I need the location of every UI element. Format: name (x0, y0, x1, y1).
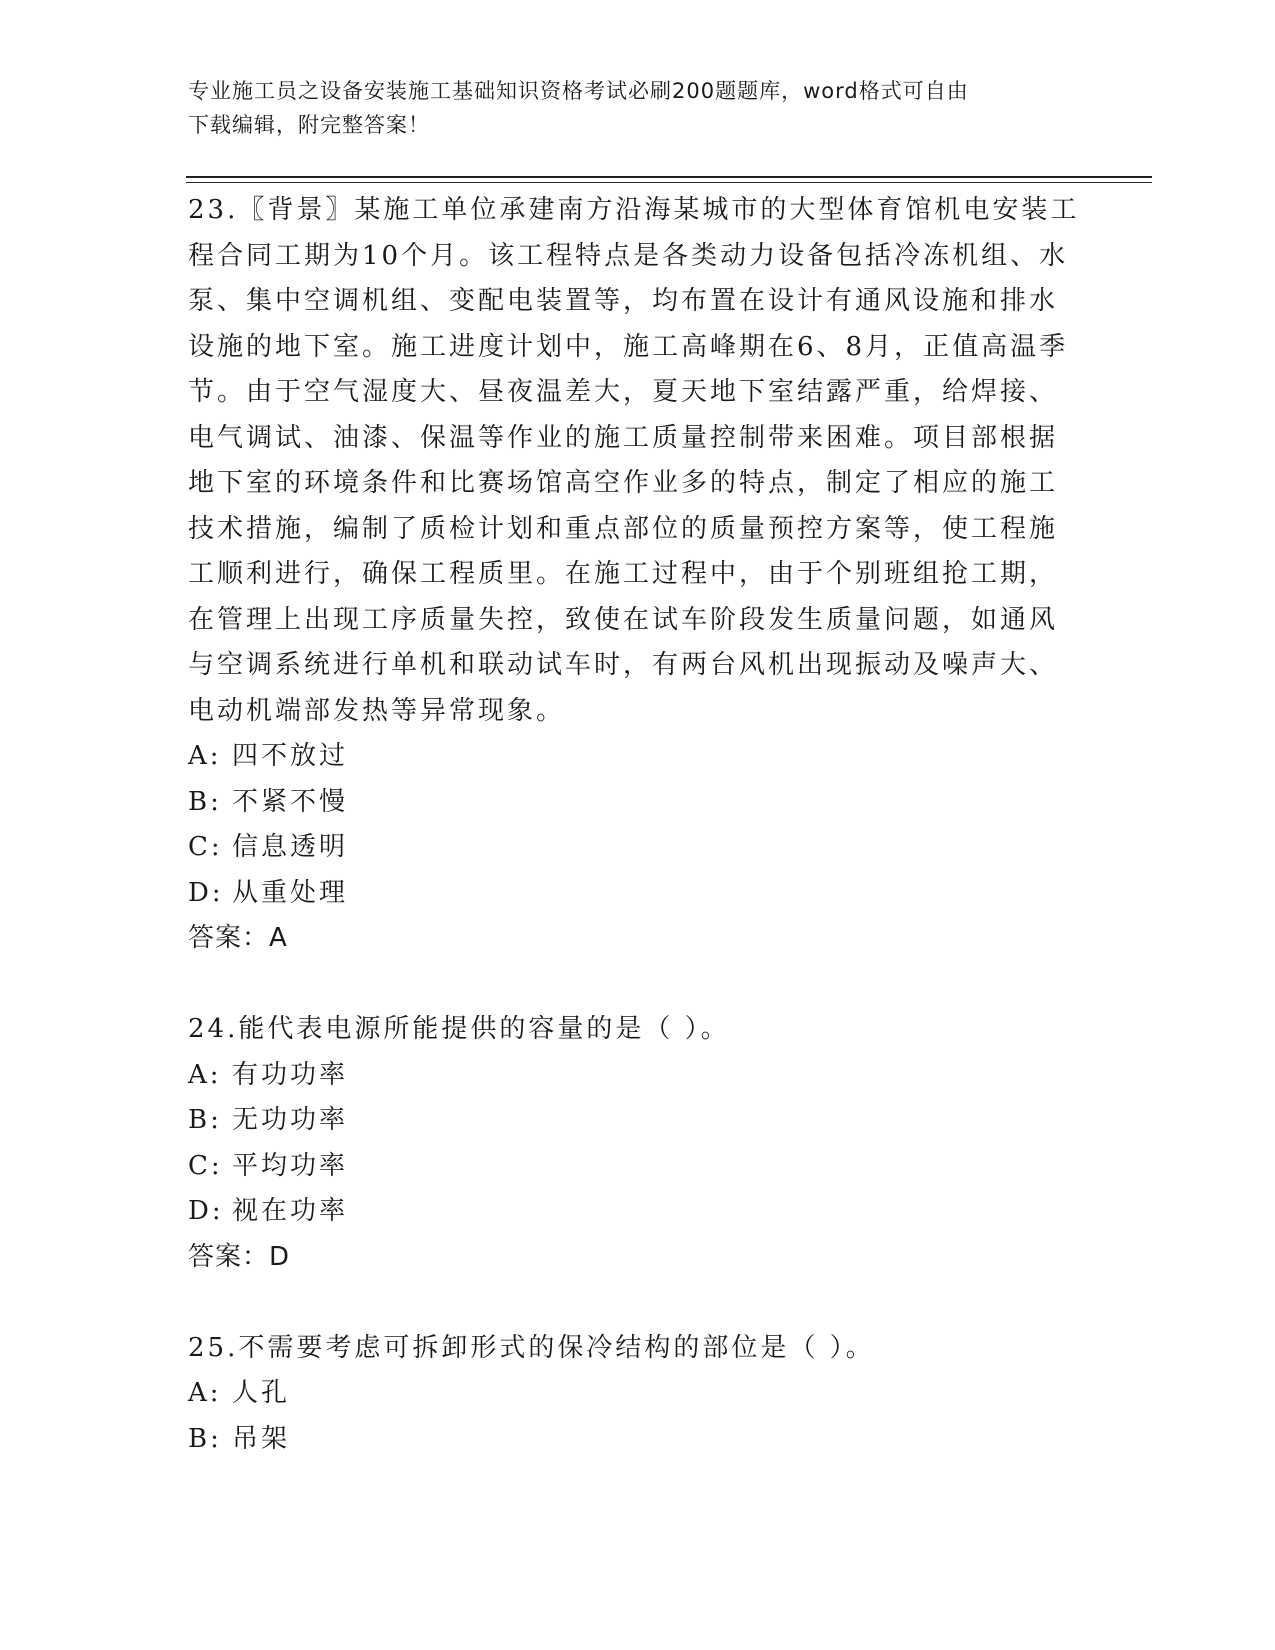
option-text: 四不放过 (232, 741, 349, 771)
question-stem-line: 25.不需要考虑可拆卸形式的保冷结构的部位是（ ）。 (188, 1332, 875, 1363)
question-25 (188, 1326, 1088, 1463)
question-stem-line: 技术措施，编制了质检计划和重点部位的质量预控方案等，使工程施 (188, 513, 1059, 544)
question-23 (188, 188, 1088, 962)
option-b (188, 1098, 1088, 1144)
header-divider-thick (186, 176, 1152, 178)
option-c (188, 825, 1088, 871)
question-stem-line: 工顺利进行，确保工程质里。在施工过程中，由于个别班组抢工期， (188, 559, 1059, 589)
question-gap (188, 1280, 1088, 1326)
option-b (188, 780, 1088, 826)
question-gap (188, 962, 1088, 1008)
option-c (188, 1144, 1088, 1190)
option-label: A: (188, 741, 222, 771)
option-text: 从重处理 (232, 877, 349, 908)
question-stem-line: 节。由于空气湿度大、昼夜温差大，夏天地下室结露严重，给焊接、 (188, 377, 1059, 407)
question-stem-line: 23.〖背景〗某施工单位承建南方沿海某城市的大型体育馆机电安装工 (188, 195, 1080, 225)
option-text: 平均功率 (232, 1150, 349, 1181)
option-label: D: (188, 877, 224, 908)
question-stem-line: 电动机端部发热等异常现象。 (188, 695, 566, 726)
option-label: A: (188, 1378, 222, 1408)
option-a (188, 1371, 1088, 1417)
option-d (188, 1189, 1088, 1235)
option-d (188, 871, 1088, 917)
question-stem-line: 24.能代表电源所能提供的容量的是（ ）。 (188, 1014, 730, 1044)
question-stem-line: 程合同工期为10个月。该工程特点是各类动力设备包括冷冻机组、水 (188, 240, 1069, 271)
option-label: D: (188, 1196, 224, 1226)
document-header (188, 74, 1068, 142)
header-line-1: 专业施工员之设备安装施工基础知识资格考试必刷200题题库，word格式可自由 (188, 79, 969, 103)
question-stem-line: 泵、集中空调机组、变配电装置等，均布置在设计有通风设施和排水 (188, 286, 1059, 316)
option-b (188, 1417, 1088, 1463)
option-text: 人孔 (232, 1378, 291, 1408)
answer: 答案：A (188, 923, 288, 953)
option-text: 视在功率 (232, 1196, 349, 1226)
option-label: B: (188, 1105, 222, 1135)
option-label: C: (188, 1150, 223, 1181)
header-divider-thin (186, 182, 1152, 183)
question-24 (188, 1007, 1088, 1280)
question-stem-line: 电气调试、油漆、保温等作业的施工质量控制带来困难。项目部根据 (188, 422, 1059, 453)
question-stem-line: 设施的地下室。施工进度计划中，施工高峰期在6、8月，正值高温季 (188, 331, 1069, 362)
question-stem-line: 与空调系统进行单机和联动试车时，有两台风机出现振动及噪声大、 (188, 650, 1059, 680)
option-a (188, 734, 1088, 780)
option-text: 有功功率 (232, 1059, 349, 1090)
option-label: A: (188, 1059, 222, 1090)
answer: 答案：D (188, 1241, 291, 1272)
header-line-2: 下载编辑，附完整答案！ (188, 113, 430, 137)
question-stem-line: 在管理上出现工序质量失控，致使在试车阶段发生质量问题，如通风 (188, 604, 1059, 635)
option-text: 无功功率 (232, 1105, 349, 1135)
question-stem-line: 地下室的环境条件和比赛场馆高空作业多的特点，制定了相应的施工 (188, 468, 1059, 498)
option-text: 不紧不慢 (232, 786, 349, 817)
option-label: B: (188, 786, 222, 817)
option-label: B: (188, 1423, 222, 1454)
option-label: C: (188, 832, 223, 862)
question-list (188, 188, 1088, 1462)
option-a (188, 1053, 1088, 1099)
option-text: 吊架 (232, 1423, 291, 1454)
option-text: 信息透明 (232, 832, 349, 862)
